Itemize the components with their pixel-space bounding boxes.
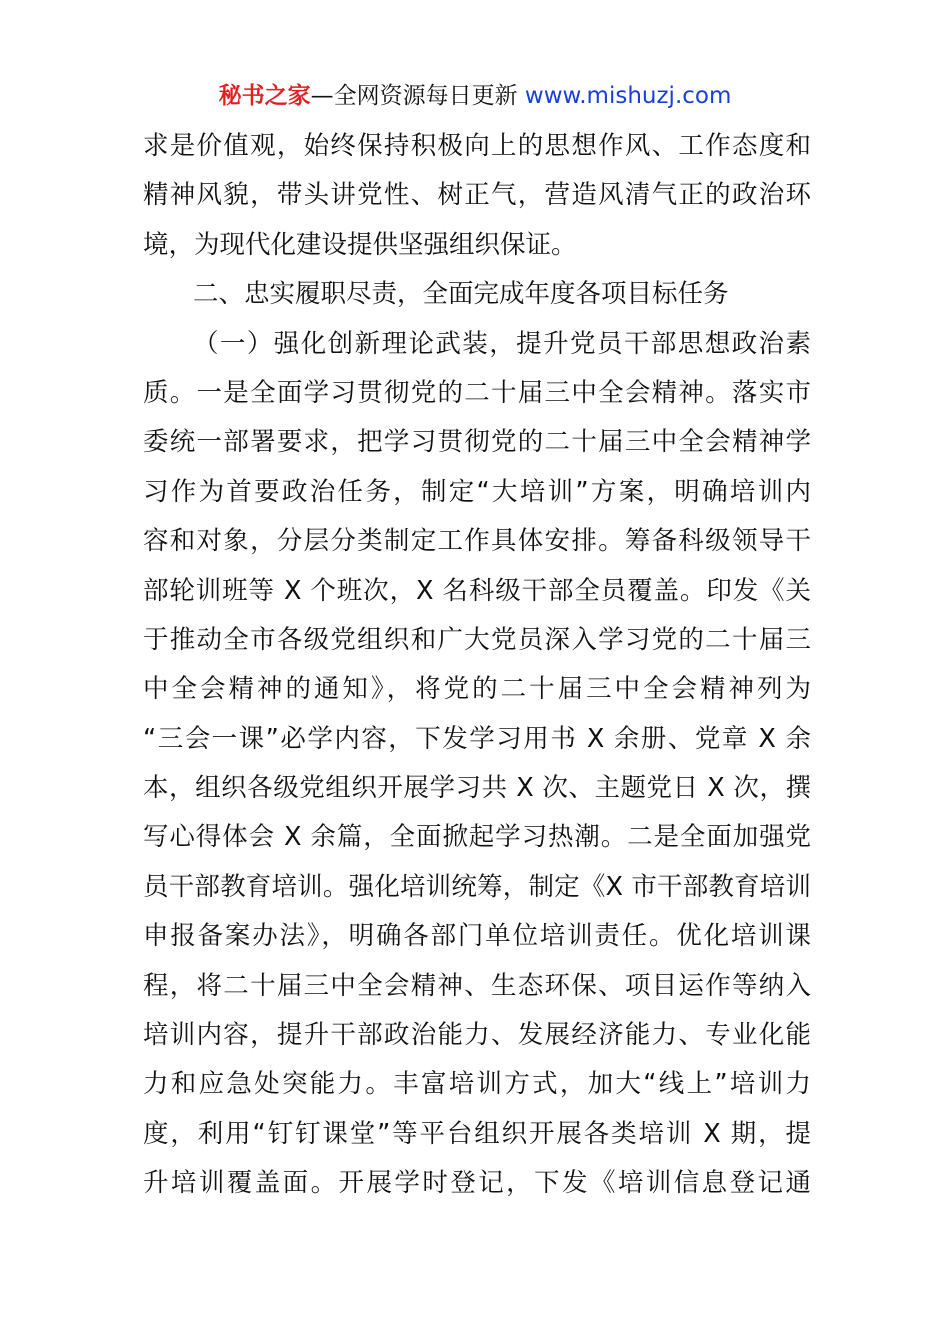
text-line: 写心得体会 X 余篇，全面掀起学习热潮。二是全面加强党	[143, 822, 811, 853]
text-line: 申报备案办法》，明确各部门单位培训责任。优化培训课	[143, 921, 811, 952]
site-tagline: —全网资源每日更新	[310, 83, 525, 109]
text-line: 员干部教育培训。强化培训统筹，制定《X 市干部教育培训	[143, 871, 811, 902]
document-body	[143, 122, 811, 1209]
text-line: “三会一课”必学内容，下发学习用书 X 余册、党章 X 余	[143, 723, 811, 754]
text-line: 本，组织各级党组织开展学习共 X 次、主题党日 X 次，撰	[143, 773, 811, 804]
text-line: 培训内容，提升干部政治能力、发展经济能力、专业化能	[143, 1020, 811, 1051]
text-line: 度，利用“钉钉课堂”等平台组织开展各类培训 X 期，提	[143, 1118, 811, 1149]
text-line: 习作为首要政治任务，制定“大培训”方案，明确培训内	[143, 476, 811, 507]
site-brand: 秘书之家	[218, 83, 311, 109]
subsection-heading-line: （一）强化创新理论武装，提升党员干部思想政治素	[193, 328, 811, 359]
text-line: 质。一是全面学习贯彻党的二十届三中全会精神。落实市	[143, 377, 811, 408]
text-line: 中全会精神的通知》，将党的二十届三中全会精神列为	[143, 674, 811, 705]
text-line: 部轮训班等 X 个班次，X 名科级干部全员覆盖。印发《关	[143, 575, 811, 606]
site-url-link[interactable]: www.mishuzj.com	[524, 83, 732, 109]
text-line: 委统一部署要求，把学习贯彻党的二十届三中全会精神学	[143, 427, 811, 458]
text-line: 求是价值观，始终保持积极向上的思想作风、工作态度和	[143, 131, 811, 161]
text-line: 容和对象，分层分类制定工作具体安排。筹备科级领导干	[143, 526, 811, 557]
site-header	[0, 78, 950, 114]
text-line: 境，为现代化建设提供坚强组织保证。	[143, 229, 577, 260]
text-line: 力和应急处突能力。丰富培训方式，加大“线上”培训力	[143, 1069, 811, 1100]
text-line: 精神风貌，带头讲党性、树正气，营造风清气正的政治环	[143, 180, 811, 211]
text-line: 升培训覆盖面。开展学时登记，下发《培训信息登记通	[143, 1168, 811, 1199]
text-line: 于推动全市各级党组织和广大党员深入学习党的二十届三	[143, 624, 811, 655]
text-line: 程，将二十届三中全会精神、生态环保、项目运作等纳入	[143, 970, 811, 1001]
section-heading: 二、忠实履职尽责，全面完成年度各项目标任务	[193, 279, 729, 310]
